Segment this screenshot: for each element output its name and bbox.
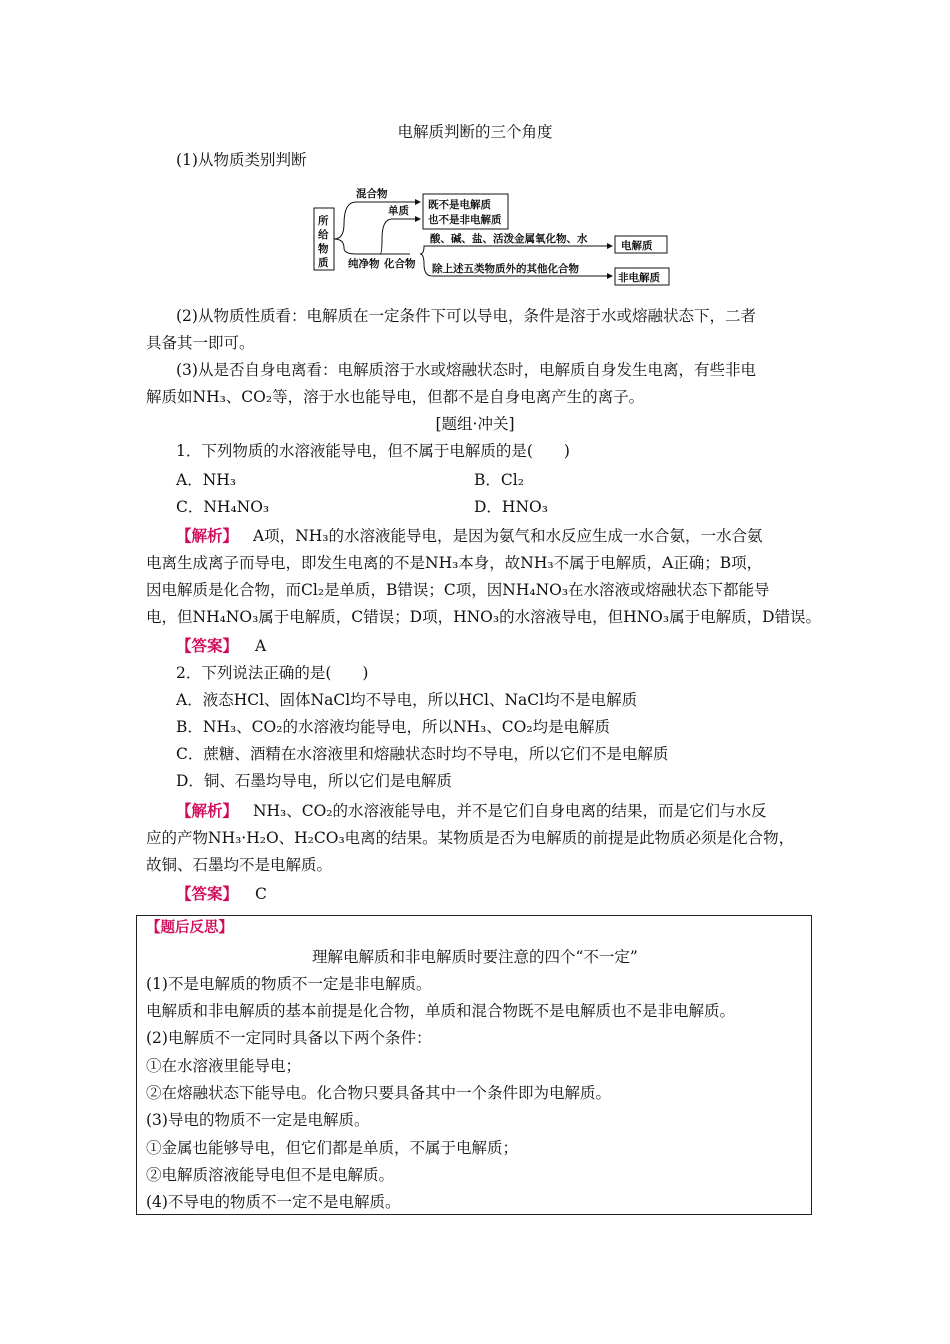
pure-branch bbox=[334, 239, 410, 254]
q2-answer-tag: 【答案】 bbox=[176, 884, 239, 903]
root-char-4: 质 bbox=[318, 257, 329, 269]
element-branch bbox=[380, 219, 420, 254]
q1-answer: A bbox=[254, 637, 267, 655]
reflection-line-9: (4)不导电的物质不一定不是电解质。 bbox=[146, 1193, 401, 1211]
q2-option-b: B．NH₃、CO₂的水溶液均能导电，所以NH₃、CO₂均是电解质 bbox=[176, 718, 611, 736]
pure-label: 纯净物 bbox=[348, 258, 380, 270]
reflection-line-3: (2)电解质不一定同时具备以下两个条件： bbox=[146, 1029, 432, 1047]
q2-analysis-tag: 【解析】 bbox=[176, 801, 239, 820]
neither-line-2: 也不是非电解质 bbox=[428, 214, 502, 226]
root-char-1: 所 bbox=[318, 215, 329, 227]
root-char-2: 给 bbox=[318, 229, 329, 241]
q2-analysis-line-3: 故铜、石墨均不是电解质。 bbox=[146, 856, 333, 874]
q1-stem: 1．下列物质的水溶液能导电，但不属于电解质的是( ) bbox=[176, 442, 570, 460]
element-label: 单质 bbox=[388, 205, 409, 217]
reflection-line-1: (1)不是电解质的物质不一定是非电解质。 bbox=[146, 975, 432, 993]
root-char-3: 物 bbox=[318, 243, 329, 255]
q2-stem: 2．下列说法正确的是( ) bbox=[176, 664, 369, 682]
q1-analysis-text-1: A项，NH₃的水溶液能导电，是因为氨气和水反应生成一水合氨，一水合氨 bbox=[252, 527, 763, 545]
reflection-line-7: ①金属也能够导电，但它们都是单质，不属于电解质； bbox=[146, 1139, 519, 1157]
nonelectrolyte-label: 非电解质 bbox=[618, 272, 660, 284]
q1-analysis-tag: 【解析】 bbox=[176, 526, 239, 545]
q2-analysis-line-1 bbox=[176, 801, 767, 821]
section-heading: [题组·冲关] bbox=[435, 415, 515, 433]
q2-option-d: D．铜、石墨均导电，所以它们是电解质 bbox=[176, 772, 452, 790]
q1-option-b: B．Cl₂ bbox=[474, 471, 524, 489]
reflection-line-8: ②电解质溶液能导电但不是电解质。 bbox=[146, 1166, 395, 1184]
paragraph-3-line-1: (3)从是否自身电离看：电解质溶于水或熔融状态时，电解质自身发生电离，有些非电 bbox=[176, 361, 756, 379]
mixture-label: 混合物 bbox=[356, 188, 388, 200]
q1-answer-tag: 【答案】 bbox=[176, 636, 239, 655]
reflection-tag bbox=[146, 918, 233, 938]
q2-analysis-text-1: NH₃、CO₂的水溶液能导电，并不是它们自身电离的结果，而是它们与水反 bbox=[252, 802, 767, 820]
neither-line-1: 既不是电解质 bbox=[428, 199, 491, 211]
q1-analysis-line-1 bbox=[176, 526, 762, 546]
reflection-title: 理解电解质和非电解质时要注意的四个“不一定” bbox=[312, 948, 638, 966]
section-title: 电解质判断的三个角度 bbox=[397, 123, 553, 141]
paragraph-3-line-2: 解质如NH₃、CO₂等，溶于水也能导电，但都不是自身电离产生的离子。 bbox=[146, 388, 645, 406]
q1-option-c: C．NH₄NO₃ bbox=[176, 498, 270, 516]
paragraph-2-line-1: (2)从物质性质看：电解质在一定条件下可以导电，条件是溶于水或熔融状态下，二者 bbox=[176, 307, 756, 325]
reflection-line-4: ①在水溶液里能导电； bbox=[146, 1057, 302, 1075]
reflection-line-2: 电解质和非电解质的基本前提是化合物，单质和混合物既不是电解质也不是非电解质。 bbox=[146, 1002, 736, 1020]
electrolyte-label: 电解质 bbox=[621, 240, 653, 252]
other-compounds: 除上述五类物质外的其他化合物 bbox=[432, 263, 579, 275]
q2-option-a: A．液态HCl、固体NaCl均不导电，所以HCl、NaCl均不是电解质 bbox=[176, 691, 638, 709]
q1-option-d: D．HNO₃ bbox=[474, 498, 548, 516]
reflection-line-6: (3)导电的物质不一定是电解质。 bbox=[146, 1111, 370, 1129]
q1-answer-line bbox=[176, 636, 266, 656]
q2-analysis-line-2: 应的产物NH₃·H₂O、H₂CO₃电离的结果。某物质是否为电解质的前提是此物质必须是化合物， bbox=[146, 829, 795, 847]
reflection-tag-text: 【题后反思】 bbox=[146, 919, 233, 936]
q1-analysis-line-3: 因电解质是化合物，而Cl₂是单质，B错误；C项，因NH₄NO₃在水溶液或熔融状态下都能导 bbox=[146, 581, 770, 599]
compound-label: 化合物 bbox=[384, 258, 416, 270]
reflection-line-5: ②在熔融状态下能导电。化合物只要具备其中一个条件即为电解质。 bbox=[146, 1084, 612, 1102]
paragraph-2-line-2: 具备其一即可。 bbox=[146, 334, 255, 352]
q2-answer: C bbox=[254, 885, 267, 903]
electrolyte-branch bbox=[420, 246, 612, 254]
paragraph-1: (1)从物质类别判断 bbox=[176, 151, 307, 169]
classification-diagram bbox=[312, 184, 672, 292]
q1-option-a: A．NH₃ bbox=[176, 471, 236, 489]
q2-answer-line bbox=[176, 884, 267, 904]
electrolyte-types: 酸、碱、盐、活泼金属氧化物、水 bbox=[430, 233, 588, 245]
q1-analysis-line-4: 电，但NH₄NO₃属于电解质，C错误；D项，HNO₃的水溶液导电，但HNO₃属于电解质，D错误。 bbox=[146, 608, 821, 626]
q2-option-c: C．蔗糖、酒精在水溶液里和熔融状态时均不导电，所以它们不是电解质 bbox=[176, 745, 669, 763]
q1-analysis-line-2: 电离生成离子而导电，即发生电离的不是NH₃本身，故NH₃不属于电解质，A正确；B项， bbox=[146, 554, 763, 572]
